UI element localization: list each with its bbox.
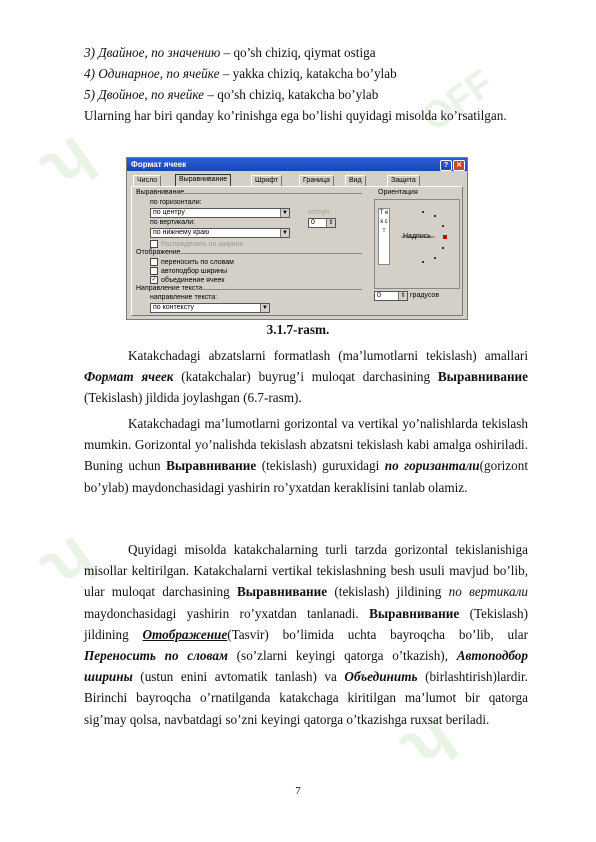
text-run: (gorizont bo’ylab) maydonchasidagi yashirin ro’yxatdan keraklisini tanlab olamiz. xyxy=(84,458,528,495)
dialog-title: Формат ячеек xyxy=(131,160,187,169)
help-icon[interactable]: ? xyxy=(440,160,452,171)
text-run: Quyidagi misolda katakchalarning turli tarzda gorizontal tekislanishiga misollar keltirilgan. Katakchalarni vertikal tekislashning besh usuli mavjud bo’lib, ular muloqat darchasining xyxy=(84,542,528,600)
group-divider xyxy=(198,289,362,290)
paragraph-2 xyxy=(84,413,528,498)
watermark-logo: ʮ xyxy=(23,514,104,600)
shrink-to-fit-checkbox[interactable] xyxy=(150,267,227,275)
vertical-value: по нижнему краю xyxy=(153,229,210,236)
list-item-4 xyxy=(84,66,528,82)
direction-select[interactable] xyxy=(150,303,270,313)
orientation-box xyxy=(374,199,460,289)
text-run: maydonchasidagi yashirin ro’yxatdan tanlanadi. xyxy=(84,605,370,621)
text-run: (so’zlarni keyingi qatorga o’tkazish), xyxy=(227,648,457,664)
direction-value: по контексту xyxy=(153,304,194,311)
list-item-5 xyxy=(84,87,528,103)
vertical-select[interactable] xyxy=(150,228,290,238)
horizontal-select[interactable] xyxy=(150,208,290,218)
list-item-desc: – qo’sh chiziq, katakcha bo’ylab xyxy=(204,87,379,102)
group-divider xyxy=(172,193,362,194)
tab-number[interactable]: Число xyxy=(133,175,161,186)
text-run: Формат ячеек xyxy=(84,369,174,385)
text-run: (Tasvir) bo’limida uchta bayroqcha bo’lib, ular xyxy=(227,626,528,642)
text-run: (katakchalar) buyrug’i muloqat darchasining xyxy=(173,369,438,385)
dialog-titlebar xyxy=(127,158,467,171)
text-run: по вертикали xyxy=(448,584,528,600)
degrees-spinner[interactable] xyxy=(374,291,408,301)
shrink-to-fit-label: автоподбор ширины xyxy=(161,267,228,275)
indent-label: отступ: xyxy=(308,209,331,216)
merge-cells-checkbox[interactable] xyxy=(150,276,224,284)
checkbox-icon xyxy=(150,258,158,266)
alignment-group-label: Выравнивание xyxy=(136,189,185,196)
text-run: (Tekislash) jildining xyxy=(84,605,528,642)
text-run: (ustun enini avtomatik tanlash) va xyxy=(132,669,345,685)
chevron-down-icon: ▼ xyxy=(280,209,289,217)
list-item-term: 4) Одинарное, по ячейке xyxy=(84,66,220,81)
spinner-arrows-icon: ⇕ xyxy=(326,219,335,227)
text-run: Переносить по словам xyxy=(84,648,228,664)
wrap-text-label: переносить по словам xyxy=(161,258,234,266)
alignment-panel xyxy=(131,186,463,316)
tab-border[interactable]: Граница xyxy=(299,175,334,186)
intro-line: Ularning har biri qanday ko’rinishga ega bo’lishi quyidagi misolda ko’rsatilgan. xyxy=(84,108,507,123)
horizontal-value: по центру xyxy=(153,209,185,216)
vertical-label: по вертикали: xyxy=(150,219,196,226)
tab-patterns[interactable]: Вид xyxy=(345,175,366,186)
checkbox-icon xyxy=(150,240,158,248)
watermark-logo: ʮ xyxy=(383,694,464,780)
text-run: (Tekislash) jildida joylashgan (6.7-rasm). xyxy=(84,390,302,406)
list-item-term: 5) Двойное, по ячейке xyxy=(84,87,205,102)
text-run: Katakchadagi abzatslarni formatlash (ma’lumotlarni tekislash) amallari xyxy=(128,348,528,363)
text-run: по горизантали xyxy=(384,458,480,474)
wrap-text-checkbox[interactable] xyxy=(150,258,234,266)
distributed-checkbox[interactable] xyxy=(150,240,243,248)
text-run: Отображение xyxy=(142,626,228,642)
list-item-desc: – yakka chiziq, katakcha bo’ylab xyxy=(219,66,397,81)
merge-cells-label: объединение ячеек xyxy=(161,276,225,284)
direction-label: направление текста: xyxy=(150,294,218,301)
tab-font[interactable]: Шрифт xyxy=(251,175,282,186)
indent-value: 0 xyxy=(311,219,315,226)
text-run: Выравнивание xyxy=(369,605,460,621)
checkbox-icon xyxy=(150,267,158,275)
text-run: Объединить xyxy=(344,669,418,685)
text-run: (tekislash) jildining xyxy=(327,584,449,600)
vertical-text-label: Т е к с т xyxy=(379,210,389,234)
indent-spinner[interactable] xyxy=(308,218,336,228)
watermark-logo: OFF xyxy=(414,62,501,141)
display-group-label: Отображение xyxy=(136,249,181,256)
figure-caption: 3.1.7-rasm. xyxy=(266,322,330,337)
spinner-arrows-icon: ⇕ xyxy=(398,292,407,300)
horizontal-label: по горизонтали: xyxy=(150,199,202,206)
format-cells-dialog xyxy=(126,157,468,320)
list-item-desc: – qo’sh chiziq, qiymat ostiga xyxy=(220,45,376,60)
watermark-logo: ʮ xyxy=(23,114,104,200)
list-item-3 xyxy=(84,45,528,61)
text-run: (birlashtirish)lardir. Birinchi bayroqcha o’rnatilganda katakchaga kiritilgan ma’lumot bir qatorga sig’may qolsa, navbatdagi so’zni keyingi qatorga o’tkazishga ruxsat beriladi. xyxy=(84,669,528,727)
page-number: 7 xyxy=(295,785,301,797)
dialog-tabs xyxy=(131,175,463,186)
degrees-value: 0 xyxy=(377,292,381,299)
text-run: Выравнивание xyxy=(236,584,328,600)
text-run: Автоподбор ширины xyxy=(84,648,528,685)
tab-alignment[interactable]: Выравнивание xyxy=(175,174,231,187)
text-run: Выравнивание xyxy=(166,458,257,474)
orientation-label: Ориентация xyxy=(378,189,418,196)
text-run: (tekislash) guruxidagi xyxy=(256,458,385,474)
text-run: Katakchadagi ma’lumotlarni gorizontal va vertikal yo’nalishlarda tekislash mumkin. Gorizontal yo’nalishda tekislash abzatsni tekislash kabi amalga oshiriladi. Buning uchun xyxy=(84,416,528,474)
vertical-text-toggle[interactable] xyxy=(378,208,390,265)
list-item-term: 3) Двайное, по значению xyxy=(84,45,221,60)
direction-group-label: Направление текста xyxy=(136,285,203,292)
close-icon[interactable]: ✕ xyxy=(453,160,465,171)
checkmark-icon: ✓ xyxy=(151,277,157,283)
distributed-label: Распределять по ширине xyxy=(161,240,244,248)
chevron-down-icon: ▼ xyxy=(260,304,269,312)
group-divider xyxy=(176,253,362,254)
degrees-label: градусов xyxy=(410,292,440,299)
text-run: Выравнивание xyxy=(437,369,528,385)
paragraph-3 xyxy=(84,539,528,730)
paragraph-1 xyxy=(84,345,528,409)
chevron-down-icon: ▼ xyxy=(280,229,289,237)
tab-protection[interactable]: Защита xyxy=(387,175,420,186)
dial-label: Надпись xyxy=(403,233,431,240)
